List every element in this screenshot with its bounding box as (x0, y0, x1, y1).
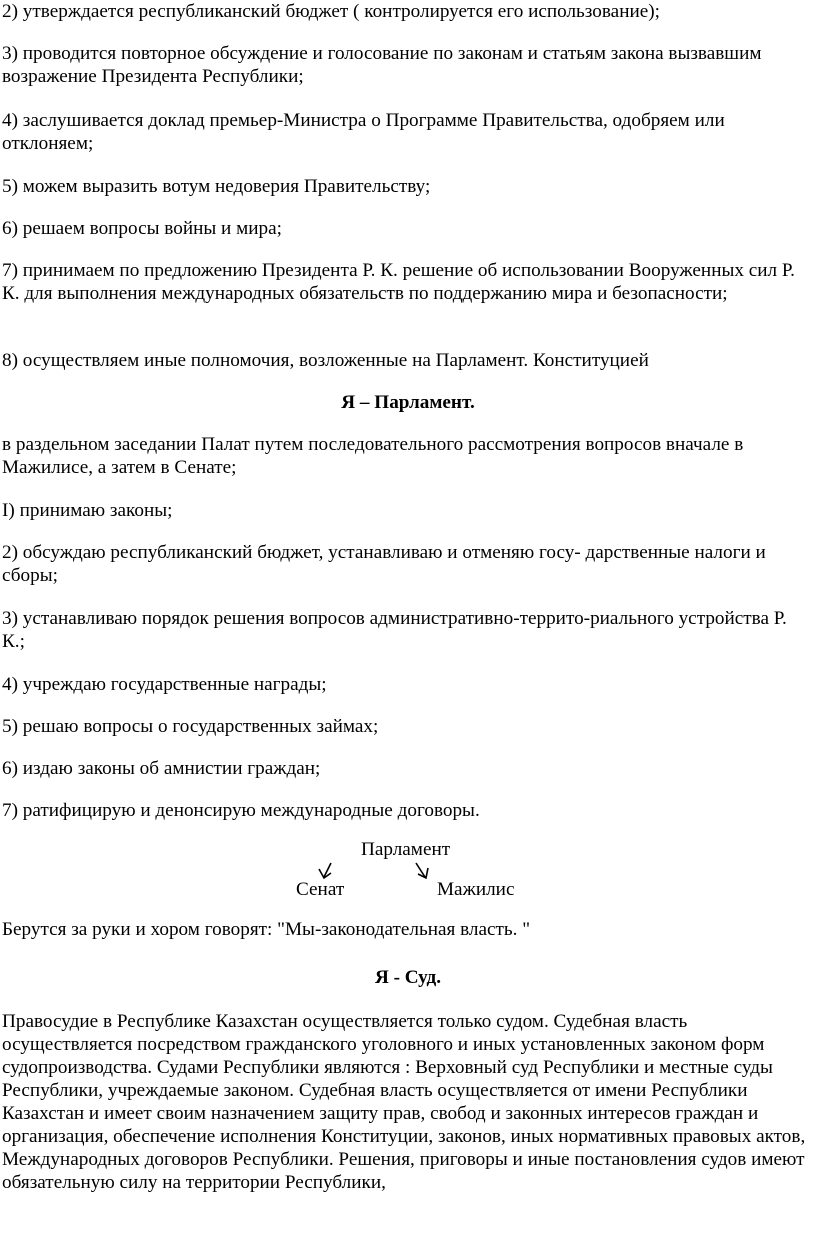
list-item: 2) утверждается республиканский бюджет ( контролируется его использование); (2, 1, 660, 22)
list-item: 7) ратифицирую и денонсирую международные договоры. (2, 800, 480, 821)
arrow-down-right-icon (412, 860, 432, 882)
list-item: 6) издаю законы об амнистии граждан; (2, 758, 321, 779)
section-heading-court: Я - Суд. (374, 967, 442, 988)
scheme-parliament-label: Парламент (361, 839, 451, 860)
paragraph-intro: в раздельном заседании Палат путем последовательного рассмотрения вопросов вначале в Мажилисе, а затем в Сенате; (2, 434, 744, 478)
list-item: 4) учреждаю государственные награды; (2, 674, 327, 695)
list-item: 3) проводится повторное обсуждение и голосование по законам и статьям закона вызвавшим возражение Президента Республики; (2, 43, 762, 87)
list-item: 3) устанавливаю порядок решения вопросов административно-террито-риального устройства Р. К.; (2, 608, 787, 652)
list-item: 2) обсуждаю республиканский бюджет, устанавливаю и отменяю госу- дарственные налоги и сборы; (2, 542, 766, 586)
list-item: 5) решаю вопросы о государственных займах; (2, 716, 379, 737)
paragraph-court: Правосудие в Республике Казахстан осуществляется только судом. Судебная власть осуществляется посредством гражданского уголовного и иных установленных законом форм судопроизводства. Судами Республики являются : Верховный суд Республики и местные суды Республики, учреждаемые законом. Судебная власть осуществляется от имени Республики Казахстан и имеет своим назначением защиту прав, свобод и законных интересов граждан и организация, обеспечение исполнения Конституции, законов, иных нормативных правовых актов, Международных договоров Республики. Решения, приговоры и иные постановления судов имеют обязательную силу на территории Республики, (2, 1011, 806, 1193)
list-item: 5) можем выразить вотум недоверия Правительству; (2, 176, 431, 197)
list-item: 7) принимаем по предложению Президента Р. К. решение об использовании Вооруженных сил Р. К. для выполнения международных обязательств по поддержанию мира и безопасности; (2, 260, 795, 304)
section-heading-parliament: Я – Парламент. (341, 392, 475, 413)
scheme-senate-label: Сенат (296, 879, 345, 900)
scheme-mazhilis-label: Мажилис (437, 879, 515, 900)
paragraph-chant: Берутся за руки и хором говорят: "Мы-законодательная власть. " (2, 919, 531, 940)
list-item: 6) решаем вопросы войны и мира; (2, 218, 282, 239)
list-item: 4) заслушивается доклад премьер-Министра о Программе Правительства, одобряем или отклоняем; (2, 110, 725, 154)
list-item: 8) осуществляем иные полномочия, возложенные на Парламент. Конституцией (2, 350, 649, 371)
list-item: I) принимаю законы; (2, 500, 173, 521)
